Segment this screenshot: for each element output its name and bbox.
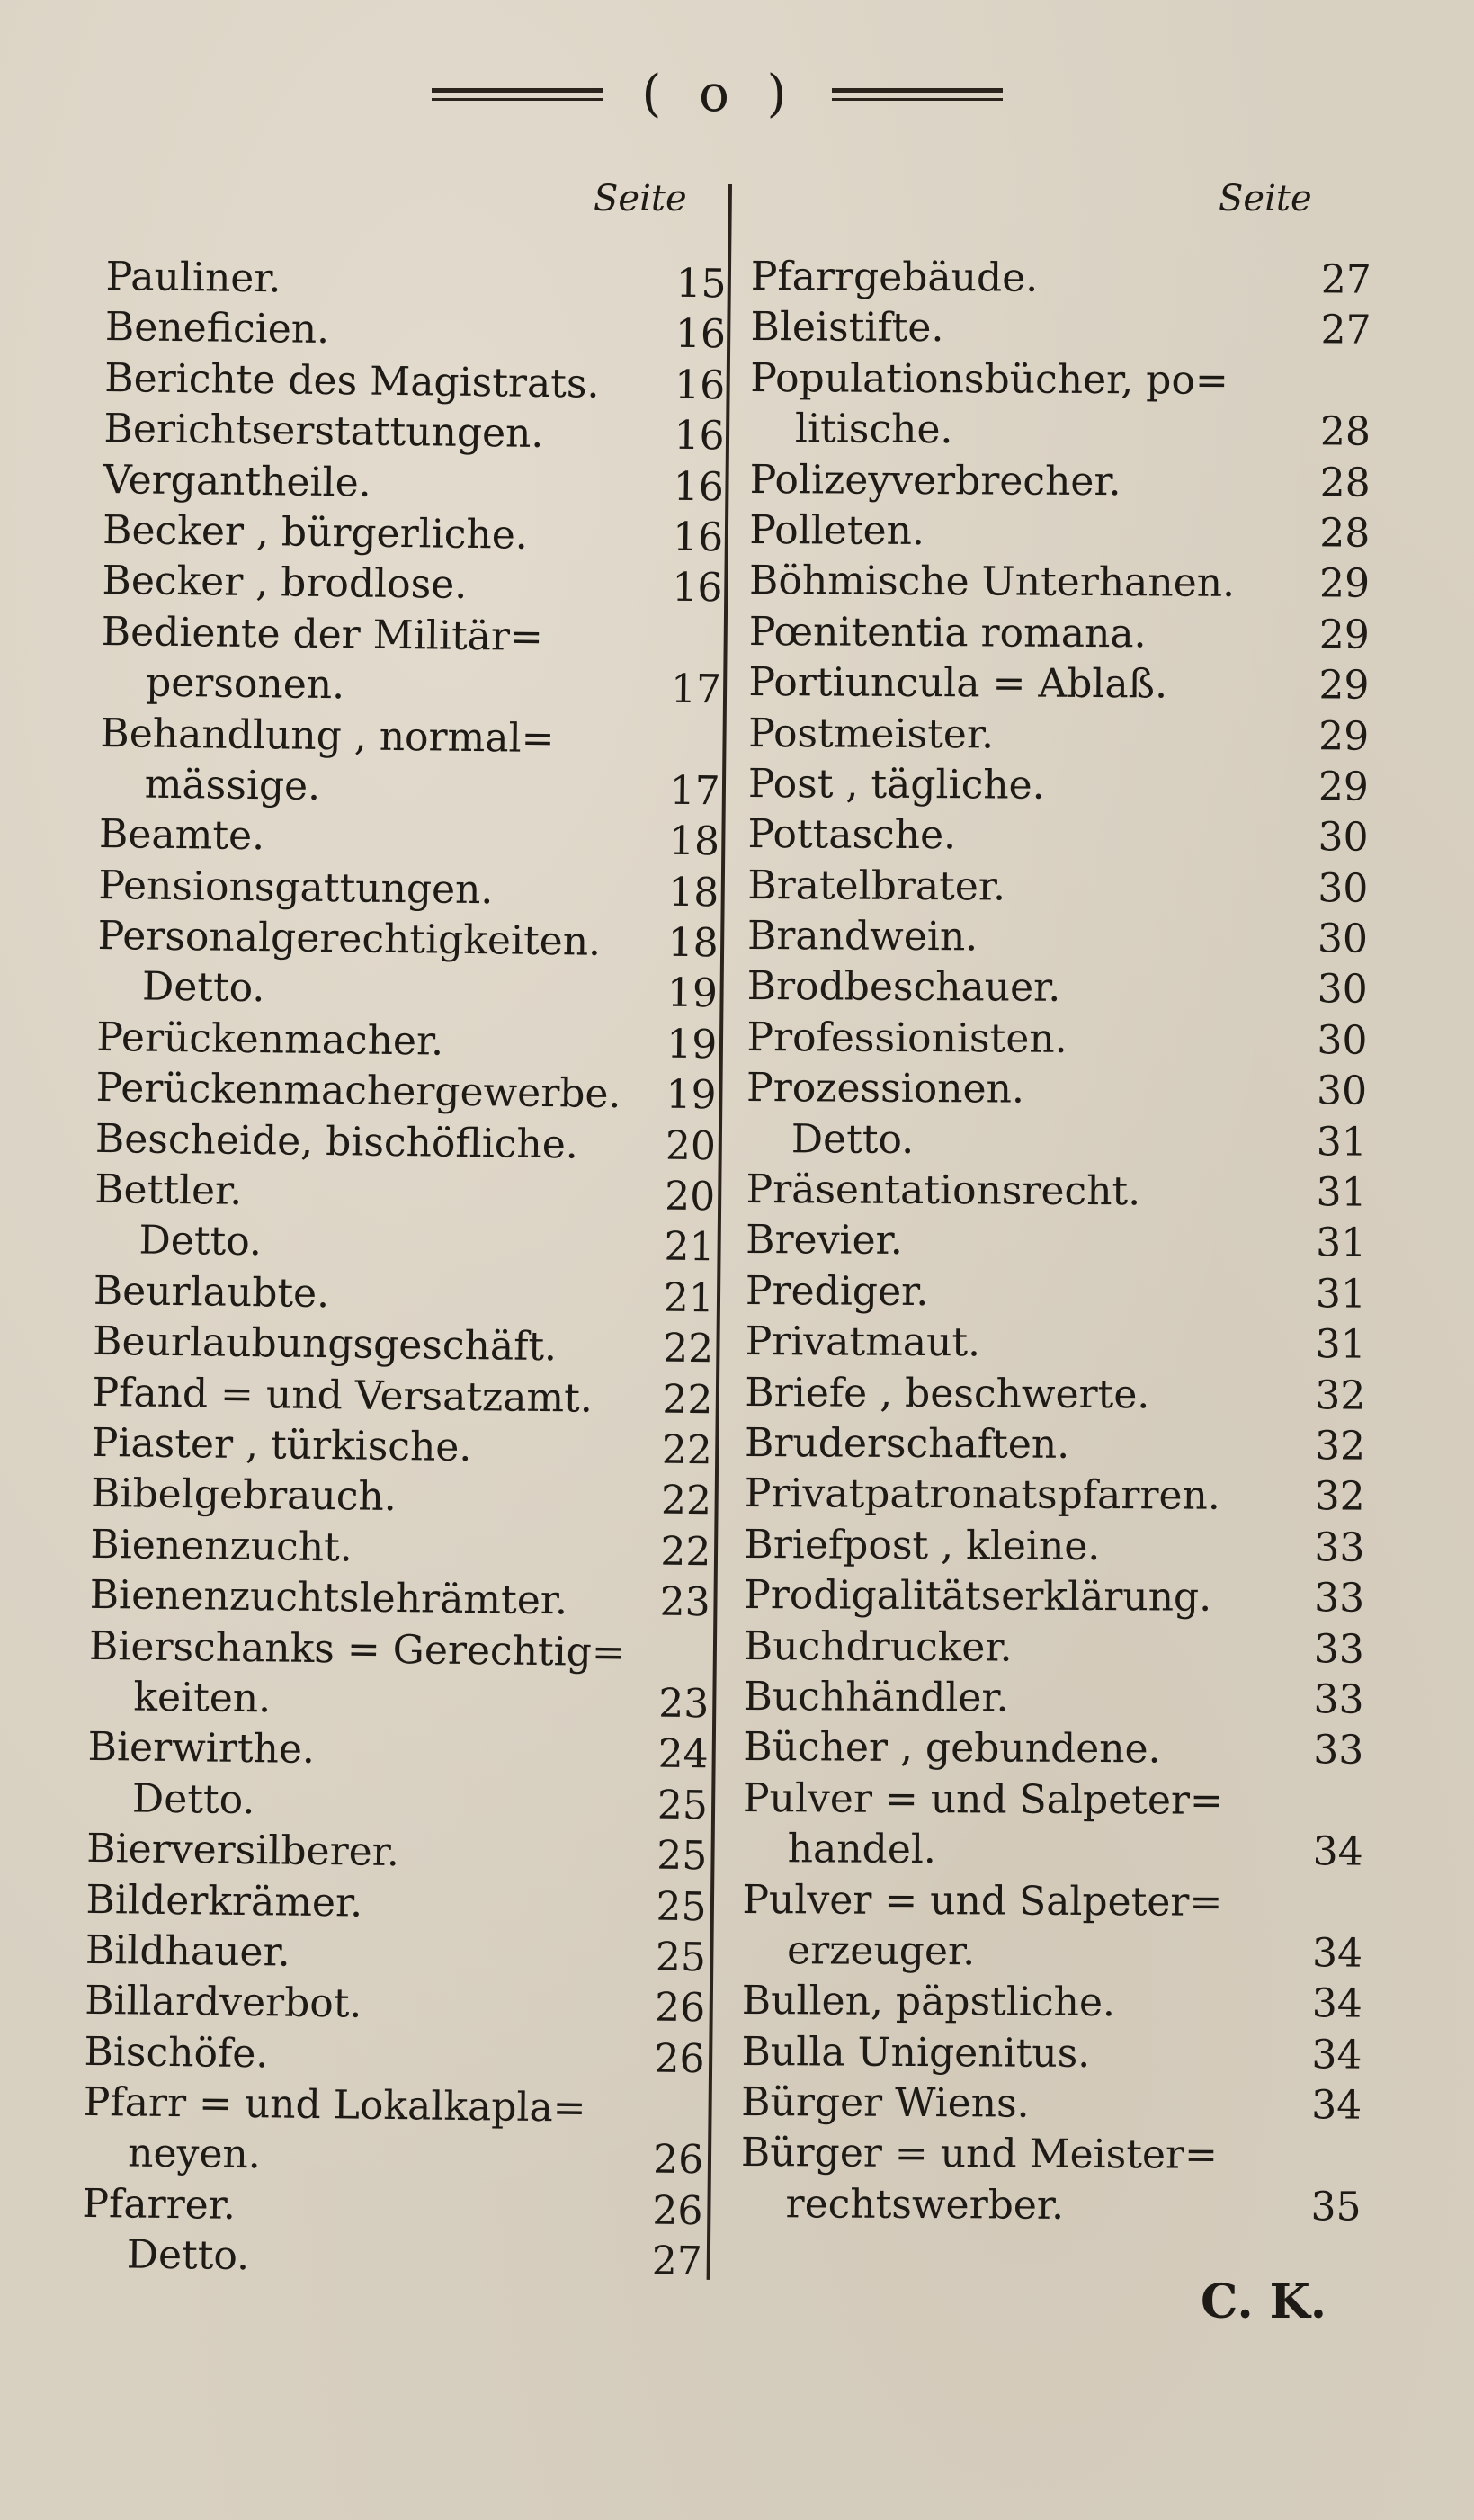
index-entry <box>91 1469 712 1527</box>
entry-term: Piaster , türkische. <box>91 1419 472 1471</box>
entry-term: Vergantheile. <box>103 456 371 506</box>
index-entry <box>88 1672 710 1730</box>
entry-page-number <box>650 613 722 614</box>
entry-term: Beurlaubte. <box>93 1267 330 1317</box>
index-entry <box>102 556 723 614</box>
index-entry <box>747 809 1368 863</box>
index-entry <box>99 809 720 868</box>
entry-term: Brodbeschauer. <box>746 963 1061 1012</box>
index-column-right <box>740 252 1371 2233</box>
entry-page-number: 31 <box>1315 1321 1366 1368</box>
index-entry <box>97 961 719 1020</box>
entry-page-number: 21 <box>663 1274 715 1322</box>
index-entry <box>89 1570 710 1629</box>
entry-term: Pfarrgebäude. <box>750 253 1039 301</box>
index-entry <box>748 657 1369 711</box>
index-entry <box>94 1165 716 1223</box>
entry-page-number: 33 <box>1314 1524 1365 1571</box>
entry-term: Bescheide, bischöfliche. <box>94 1115 579 1168</box>
entry-term: Prodigalitätserklärung. <box>744 1572 1212 1621</box>
entry-term: Pottasche. <box>747 811 957 859</box>
index-entry <box>96 1013 718 1071</box>
entry-page-number: 22 <box>662 1325 714 1372</box>
entry-page-number: 17 <box>669 767 721 815</box>
index-entry <box>746 1063 1367 1117</box>
entry-page-number: 22 <box>660 1528 711 1576</box>
index-entry <box>91 1418 712 1477</box>
index-entry <box>742 1926 1362 1979</box>
entry-page-number: 33 <box>1314 1575 1365 1622</box>
entry-page-number: 17 <box>670 666 722 713</box>
entry-page-number: 26 <box>652 2137 704 2184</box>
entry-page-number: 22 <box>660 1478 712 1524</box>
entry-page-number: 29 <box>1318 662 1370 709</box>
entry-term: neyen. <box>127 2130 262 2178</box>
entry-term: Briefpost , kleine. <box>744 1521 1101 1569</box>
index-entry <box>100 708 721 766</box>
index-entry <box>749 505 1370 559</box>
index-entry <box>746 1165 1366 1219</box>
entry-term: Perückenmachergewerbe. <box>95 1065 621 1118</box>
entry-page-number: 30 <box>1317 1017 1368 1064</box>
entry-term: Buchdrucker. <box>743 1622 1013 1671</box>
entry-term: Pulver = und Salpeter= <box>742 1774 1224 1824</box>
index-entry <box>99 759 720 818</box>
entry-term: Bürger Wiens. <box>741 2079 1030 2127</box>
signature: C. K. <box>1201 2274 1327 2329</box>
index-entry <box>746 1215 1366 1269</box>
entry-page-number: 26 <box>654 1984 706 2032</box>
entry-term: Becker , brodlose. <box>102 558 468 609</box>
entry-term: Behandlung , normal= <box>100 710 555 762</box>
index-entry <box>104 353 726 412</box>
entry-page-number: 18 <box>668 818 720 865</box>
entry-page-number: 34 <box>1311 2031 1362 2078</box>
entry-page-number: 24 <box>657 1730 709 1778</box>
entry-term: Bilderkrämer. <box>85 1876 363 1926</box>
entry-page-number: 28 <box>1319 408 1371 455</box>
entry-term: Pfarr = und Lokalkapla= <box>83 2078 586 2131</box>
index-entry <box>740 2179 1361 2233</box>
index-column-left <box>81 252 727 2288</box>
entry-page-number: 30 <box>1317 966 1368 1014</box>
entry-page-number: 20 <box>665 1122 717 1169</box>
index-entry <box>745 1368 1365 1422</box>
index-entry <box>746 1114 1367 1168</box>
entry-term: Beamte. <box>98 811 265 860</box>
entry-page-number: 29 <box>1318 560 1371 607</box>
entry-term: Pfand = und Versatzamt. <box>92 1369 594 1422</box>
entry-page-number: 25 <box>657 1782 709 1829</box>
entry-term: Bratelbrater. <box>747 862 1006 910</box>
entry-page-number: 27 <box>1320 256 1371 303</box>
entry-term: Bruderschaften. <box>744 1419 1070 1468</box>
entry-page-number: 33 <box>1313 1625 1365 1673</box>
entry-term: Bierversilberer. <box>85 1825 400 1876</box>
entry-page-number: 26 <box>654 2035 705 2082</box>
entry-term: Pauliner. <box>105 253 281 302</box>
entry-term: personen. <box>145 659 345 709</box>
index-entry <box>750 404 1371 458</box>
index-entry <box>746 1013 1367 1067</box>
entry-term: Buchhändler. <box>743 1673 1009 1721</box>
entry-page-number: 26 <box>652 2187 703 2235</box>
page-header <box>0 63 1474 126</box>
entry-page-number <box>649 715 721 716</box>
index-entry <box>744 1520 1364 1574</box>
entry-term: Becker , bürgerliche. <box>102 506 529 559</box>
entry-page-number: 23 <box>658 1680 710 1728</box>
entry-page-number: 25 <box>655 1934 707 1981</box>
entry-page-number: 23 <box>659 1578 711 1626</box>
index-entry <box>743 1774 1363 1827</box>
column-header-right: Seite <box>1219 178 1312 219</box>
entry-term: Bulla Unigenitus. <box>741 2028 1091 2077</box>
entry-term: Prozessionen. <box>746 1065 1025 1113</box>
index-entry <box>83 2128 704 2186</box>
entry-page-number: 27 <box>651 2238 703 2285</box>
entry-term: Polizeyverbrecher. <box>749 456 1121 505</box>
entry-term: Privatpatronatspfarren. <box>744 1470 1220 1520</box>
index-entry <box>745 1418 1365 1472</box>
entry-page-number: 16 <box>673 463 725 510</box>
entry-page-number: 33 <box>1313 1676 1364 1723</box>
entry-page-number: 31 <box>1315 1271 1367 1318</box>
entry-term: Beneficien. <box>104 304 330 353</box>
column-header-left: Seite <box>594 178 687 219</box>
entry-page-number: 18 <box>668 869 719 916</box>
header-rule-right <box>832 88 1003 101</box>
entry-page-number: 31 <box>1316 1169 1367 1216</box>
entry-term: litische. <box>794 406 953 453</box>
index-entry <box>745 1469 1365 1523</box>
index-entry <box>82 2179 703 2238</box>
entry-page-number: 29 <box>1318 764 1370 810</box>
entry-page-number: 28 <box>1319 459 1371 506</box>
entry-term: Perückenmacher. <box>96 1014 444 1065</box>
index-entry <box>744 1570 1364 1624</box>
entry-page-number <box>632 2084 704 2085</box>
entry-term: Pulver = und Salpeter= <box>742 1876 1223 1926</box>
entry-term: Pfarrer. <box>82 2180 237 2229</box>
index-entry <box>92 1368 713 1426</box>
entry-page-number: 34 <box>1311 2082 1362 2129</box>
index-entry <box>750 455 1371 509</box>
entry-page-number: 22 <box>662 1376 713 1423</box>
entry-page-number: 32 <box>1314 1423 1366 1470</box>
index-entry <box>84 2027 705 2086</box>
entry-term: rechtswerber. <box>785 2181 1065 2229</box>
entry-term: Bücher , gebundene. <box>743 1724 1161 1773</box>
entry-page-number: 30 <box>1318 864 1369 912</box>
entry-page-number: 16 <box>672 514 724 561</box>
entry-term: Portiuncula = Ablaß. <box>748 659 1168 708</box>
index-entry <box>86 1824 708 1882</box>
entry-page-number: 30 <box>1316 1068 1368 1114</box>
index-entry <box>89 1621 710 1679</box>
index-entry <box>751 252 1371 306</box>
entry-page-number: 25 <box>656 1883 707 1930</box>
entry-term: Bürger = und Meister= <box>740 2130 1219 2179</box>
header-rule-left <box>432 88 603 101</box>
index-entry <box>743 1824 1363 1878</box>
entry-term: Brandwein. <box>746 913 978 961</box>
entry-term: Privatmaut. <box>745 1318 981 1366</box>
entry-term: Bienenzuchtslehrämter. <box>89 1572 568 1624</box>
entry-term: Populationsbücher, po= <box>750 354 1228 404</box>
entry-term: Post , tägliche. <box>747 760 1045 809</box>
index-entry <box>90 1520 711 1578</box>
index-entry <box>741 2027 1362 2081</box>
index-entry <box>84 2078 705 2136</box>
index-entry <box>747 861 1368 915</box>
page-number: ( o ) <box>641 65 798 123</box>
entry-term: Böhmische Unterhanen. <box>748 558 1236 607</box>
entry-term: Polleten. <box>749 506 925 554</box>
index-entry <box>103 404 725 462</box>
entry-page-number <box>638 1628 710 1629</box>
index-entry <box>87 1722 709 1781</box>
index-entry <box>101 657 722 716</box>
entry-term: erzeuger. <box>786 1927 976 1975</box>
entry-term: Präsentationsrecht. <box>746 1166 1141 1215</box>
entry-page-number: 19 <box>666 1071 717 1119</box>
entry-page-number: 33 <box>1313 1727 1364 1774</box>
entry-page-number: 29 <box>1318 612 1370 658</box>
index-entry <box>97 911 719 970</box>
entry-term: handel. <box>787 1826 937 1873</box>
index-entry <box>94 1215 715 1273</box>
entry-term: Detto. <box>126 2231 250 2280</box>
entry-page-number: 19 <box>666 970 719 1017</box>
entry-term: Billardverbot. <box>84 1978 362 2027</box>
index-entry <box>741 2128 1362 2182</box>
index-entry <box>748 759 1369 813</box>
entry-term: Brevier. <box>746 1217 903 1264</box>
entry-page-number: 25 <box>656 1832 708 1880</box>
index-entry <box>105 252 727 310</box>
entry-page-number: 30 <box>1318 814 1369 861</box>
entry-term: Pœnitentia romana. <box>748 608 1147 657</box>
entry-page-number: 15 <box>675 260 727 308</box>
entry-page-number: 34 <box>1312 1828 1363 1875</box>
entry-page-number: 16 <box>674 412 725 460</box>
entry-term: Postmeister. <box>748 710 995 757</box>
entry-term: keiten. <box>133 1674 272 1722</box>
index-entry <box>746 1266 1366 1320</box>
entry-term: Bierwirthe. <box>87 1724 316 1774</box>
index-entry <box>743 1672 1363 1726</box>
entry-term: mässige. <box>144 761 321 809</box>
entry-page-number: 18 <box>667 919 719 967</box>
index-entry <box>742 1976 1362 2030</box>
entry-page-number: 19 <box>666 1021 718 1068</box>
index-entry <box>95 1114 717 1173</box>
entry-page-number: 35 <box>1310 2184 1362 2230</box>
entry-term: Bibelgebrauch. <box>90 1470 398 1521</box>
index-entry <box>98 861 719 919</box>
entry-term: Bediente der Militär= <box>101 608 544 660</box>
entry-term: Bildhauer. <box>85 1926 291 1976</box>
entry-page-number: 32 <box>1315 1372 1366 1419</box>
entry-term: Berichte des Magistrats. <box>103 354 600 407</box>
entry-term: Detto. <box>131 1775 255 1823</box>
entry-term: Bullen, päpstliche. <box>741 1978 1116 2026</box>
entry-term: Personalgerechtigkeiten. <box>97 913 602 965</box>
index-entry <box>85 1976 706 2034</box>
index-entry <box>81 2230 702 2288</box>
entry-page-number: 29 <box>1318 712 1370 760</box>
entry-page-number: 16 <box>674 311 727 358</box>
index-entry <box>748 709 1369 763</box>
entry-term: Detto. <box>138 1217 263 1265</box>
entry-page-number: 27 <box>1320 307 1371 354</box>
entry-page-number: 16 <box>672 565 723 612</box>
entry-page-number: 20 <box>664 1173 716 1220</box>
entry-page-number: 30 <box>1317 916 1369 962</box>
index-entry <box>87 1774 709 1832</box>
entry-term: Detto. <box>791 1115 915 1163</box>
index-entry <box>85 1926 707 1984</box>
entry-term: Beurlaubungsgeschäft. <box>92 1318 558 1371</box>
index-entry <box>93 1317 714 1375</box>
index-entry <box>101 607 722 666</box>
entry-page-number: 31 <box>1316 1118 1367 1166</box>
entry-page-number: 16 <box>674 362 726 409</box>
entry-term: Bischöfe. <box>84 2028 269 2078</box>
entry-page-number: 22 <box>661 1426 713 1474</box>
index-entry <box>742 1874 1362 1928</box>
entry-term: Bleistifte. <box>750 304 944 352</box>
index-entry <box>746 1317 1366 1371</box>
entry-page-number: 21 <box>664 1224 715 1271</box>
entry-term: Berichtserstattungen. <box>103 406 544 458</box>
entry-term: Briefe , beschwerte. <box>745 1369 1150 1417</box>
index-entry <box>741 2078 1362 2131</box>
entry-page-number: 34 <box>1311 1930 1363 1977</box>
entry-term: Bienenzucht. <box>90 1521 353 1571</box>
entry-term: Detto. <box>141 964 265 1012</box>
index-entry <box>95 1063 717 1121</box>
entry-term: Professionisten. <box>746 1014 1068 1062</box>
index-entry <box>105 302 727 361</box>
index-entry <box>750 302 1371 356</box>
entry-term: Bierschanks = Gerechtig= <box>88 1622 626 1676</box>
index-entry <box>94 1266 715 1325</box>
entry-page-number: 34 <box>1311 1980 1362 2027</box>
entry-term: Bettler. <box>94 1166 243 1214</box>
entry-page-number: 32 <box>1314 1473 1365 1520</box>
index-entry <box>749 607 1370 661</box>
index-entry <box>103 505 724 564</box>
index-entry <box>743 1722 1363 1776</box>
index-entry <box>747 911 1368 965</box>
index-entry <box>747 961 1368 1015</box>
entry-page-number: 28 <box>1319 510 1371 557</box>
index-entry <box>750 353 1371 407</box>
index-entry <box>103 455 725 514</box>
entry-term: Pensionsgattungen. <box>98 862 494 913</box>
entry-term: Prediger. <box>745 1267 929 1315</box>
index-entry <box>85 1874 707 1933</box>
entry-page-number: 31 <box>1316 1220 1367 1267</box>
index-entry <box>749 556 1370 610</box>
index-entry <box>744 1622 1364 1676</box>
